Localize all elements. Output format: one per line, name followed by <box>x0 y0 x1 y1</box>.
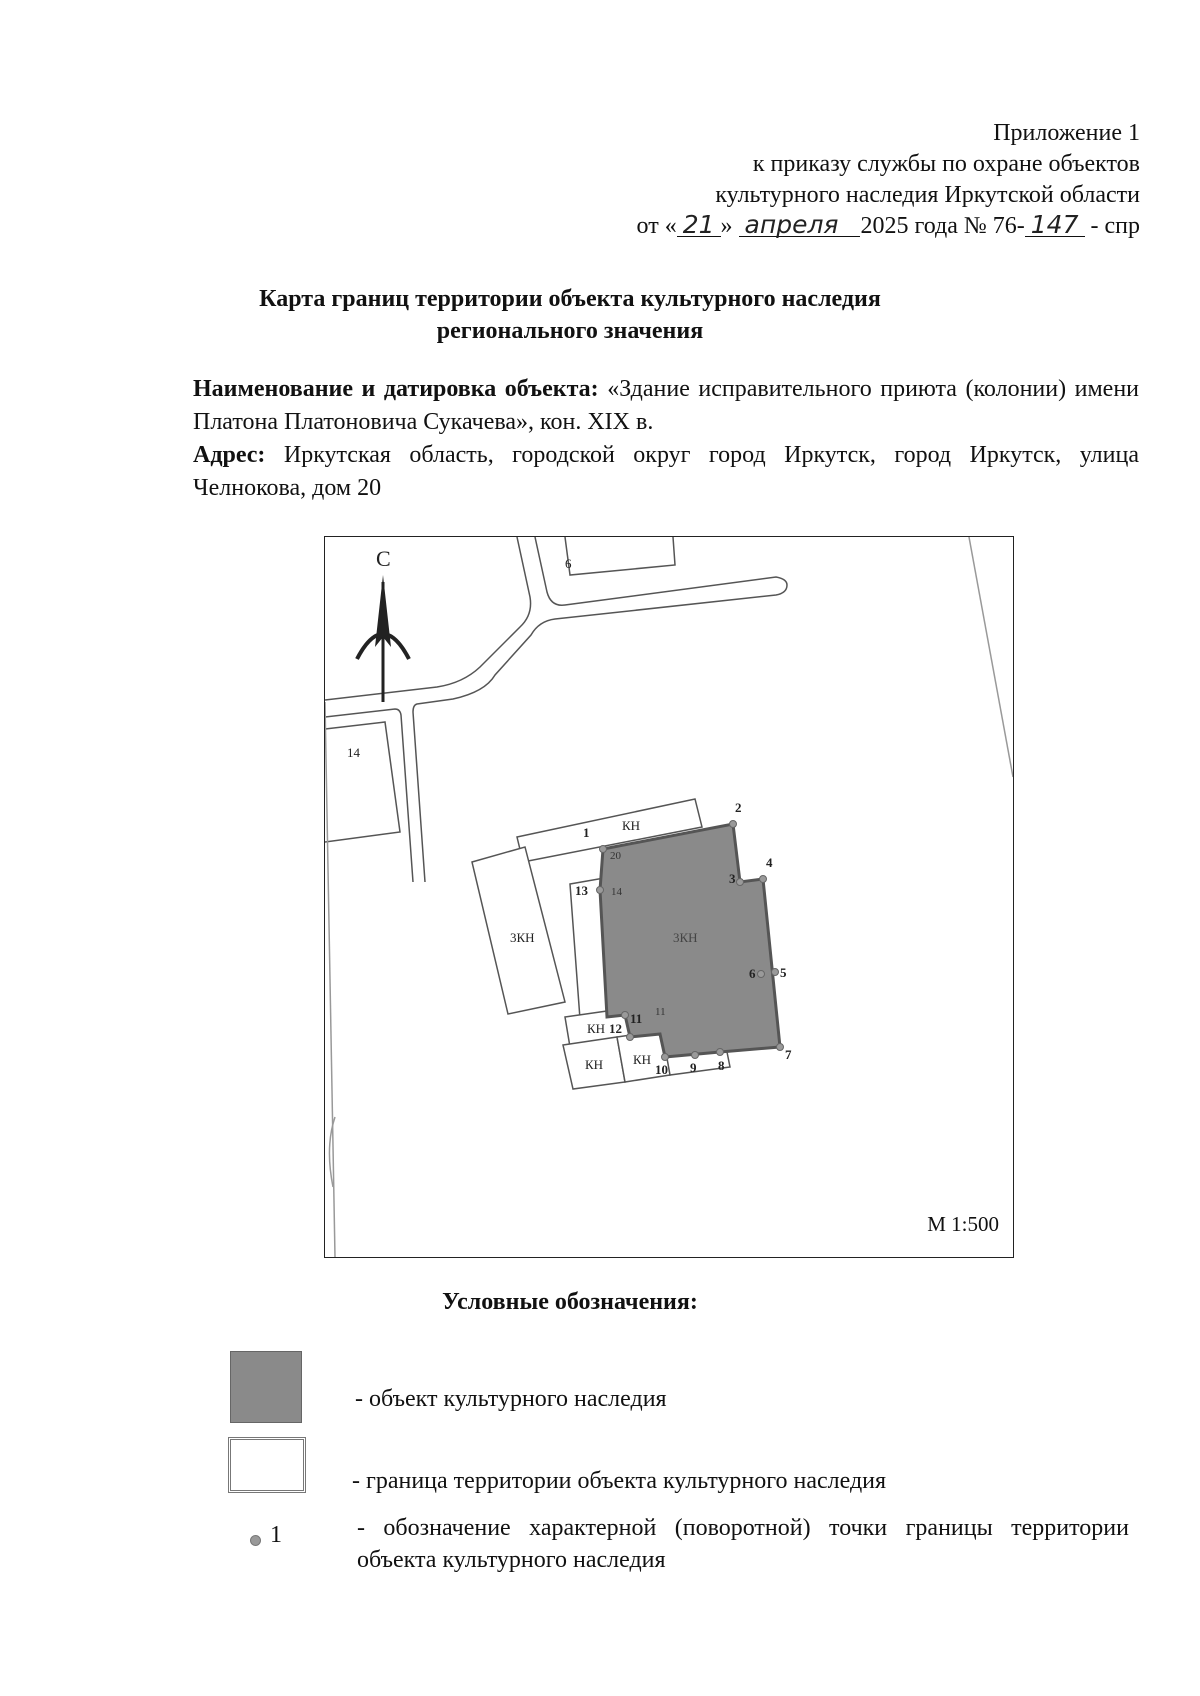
appendix-line-2: к приказу службы по охране объектов <box>752 151 1140 177</box>
label-house-11: 11 <box>655 1006 666 1018</box>
appendix-line-3: культурного наследия Иркутской области <box>715 182 1140 208</box>
legend-object-swatch <box>230 1351 302 1423</box>
label-kn-top: КН <box>622 818 641 833</box>
label-building-6: 6 <box>565 556 572 571</box>
date-mid: » <box>720 213 739 239</box>
point-label-12: 12 <box>609 1021 622 1036</box>
point-label-6: 6 <box>749 966 756 981</box>
year-text: 2025 года № 76- <box>860 213 1025 239</box>
point-label-7: 7 <box>785 1047 792 1062</box>
handwritten-day: 21 <box>677 214 721 237</box>
title-line-1: Карта границ территории объекта культурного наследия <box>259 286 881 312</box>
point-6 <box>758 971 765 978</box>
appendix-header <box>540 118 1140 242</box>
point-13 <box>597 887 604 894</box>
point-label-5: 5 <box>780 965 787 980</box>
north-arrow <box>357 546 409 702</box>
legend-object-text: - объект культурного наследия <box>355 1386 667 1412</box>
object-description <box>193 373 1139 505</box>
address-label: Адрес: <box>193 442 266 468</box>
building-6-outline <box>565 537 675 575</box>
point-2 <box>730 821 737 828</box>
name-value: «Здание исправительного приюта (колонии) имени Платона Платоновича Сукачева», кон. XIX в. <box>193 376 1140 435</box>
legend-point-text: - обозначение характерной (поворотной) точки границы территории объекта культурного наследия <box>357 1515 1129 1573</box>
point-label-9: 9 <box>690 1060 697 1075</box>
label-building-14: 14 <box>347 745 360 760</box>
point-label-2: 2 <box>735 800 742 815</box>
order-suffix: - спр <box>1084 213 1140 239</box>
right-edge-line <box>969 537 1013 777</box>
left-edge-line <box>325 702 335 1257</box>
label-kn-bottom-left: КН <box>585 1057 604 1072</box>
name-label: Наименование и датировка объекта: <box>193 376 599 402</box>
legend-point-symbol <box>250 1535 261 1546</box>
point-label-11: 11 <box>630 1011 643 1026</box>
point-1 <box>600 846 607 853</box>
point-8 <box>717 1049 724 1056</box>
point-label-10: 10 <box>655 1062 668 1077</box>
point-label-1: 1 <box>583 825 590 840</box>
legend-point-label: 1 <box>270 1522 282 1548</box>
object-name-paragraph <box>193 373 1139 439</box>
label-house-20: 20 <box>610 850 621 862</box>
title-line-2: регионального значения <box>436 318 704 344</box>
point-label-3: 3 <box>729 871 736 886</box>
point-11 <box>627 1034 634 1041</box>
road-edge-3 <box>325 709 413 882</box>
date-prefix: от « <box>636 213 677 239</box>
point-4 <box>760 876 767 883</box>
point-3 <box>737 879 744 886</box>
address-value: Иркутская область, городской округ город Иркутск, город Иркутск, улица Челнокова, дом 20 <box>193 442 1139 501</box>
boundary-map <box>324 536 1014 1258</box>
handwritten-order-number: 147 <box>1025 214 1085 237</box>
building-14-outline <box>325 722 400 842</box>
label-3kn-left: 3КН <box>510 930 535 945</box>
map-drawing <box>325 537 1013 1257</box>
legend-boundary-text: - граница территории объекта культурного наследия <box>352 1468 887 1494</box>
point-label-4: 4 <box>766 855 773 870</box>
label-kn-small: КН <box>587 1021 606 1036</box>
legend-boundary-swatch <box>228 1437 306 1493</box>
label-house-14: 14 <box>611 886 622 898</box>
label-3kn-main: 3КН <box>673 930 698 945</box>
point-7 <box>777 1044 784 1051</box>
appendix-line-1: Приложение 1 <box>993 120 1140 146</box>
point-5 <box>772 969 779 976</box>
point-label-8: 8 <box>718 1058 725 1073</box>
map-scale: М 1:500 <box>927 1212 999 1236</box>
order-date-line <box>540 211 1140 242</box>
legend-title: Условные обозначения: <box>442 1289 698 1315</box>
north-label: С <box>376 546 391 571</box>
handwritten-month: апреля <box>739 214 861 237</box>
document-title <box>180 283 960 347</box>
point-12 <box>622 1012 629 1019</box>
label-kn-bottom-mid: КН <box>633 1052 652 1067</box>
road-edge-1 <box>325 537 531 700</box>
object-address-paragraph <box>193 439 1139 505</box>
point-10 <box>662 1054 669 1061</box>
point-label-13: 13 <box>575 883 588 898</box>
point-9 <box>692 1052 699 1059</box>
